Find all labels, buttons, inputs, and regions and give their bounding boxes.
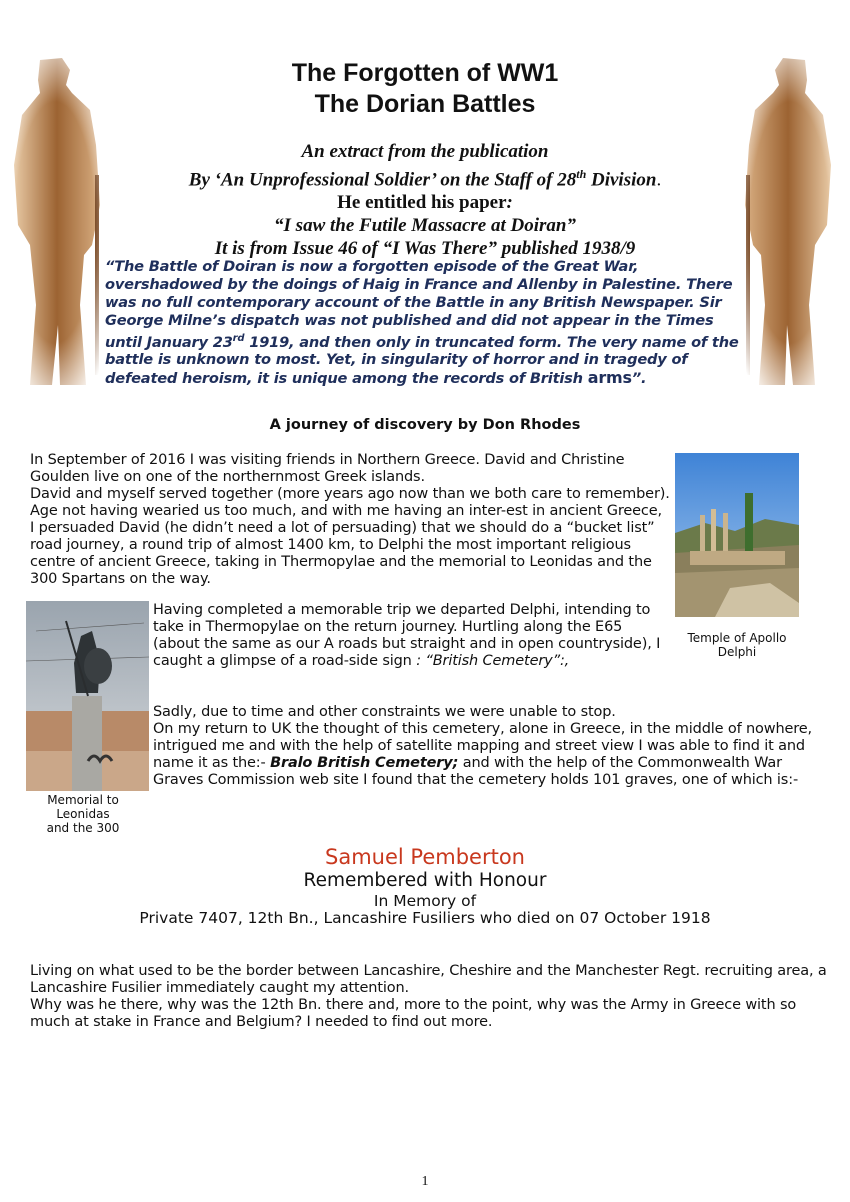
- journey-paragraph: [153, 602, 663, 670]
- intro-sentence-1: In September of 2016 I was visiting friends in Northern Greece. David and Christine Goulden live on one of the northernmost Greek islands.: [30, 452, 625, 485]
- soldier-details: Private 7407, 12th Bn., Lancashire Fusiliers who died on 07 October 1918: [139, 909, 711, 927]
- intro-paragraph: [30, 452, 670, 588]
- cemetery-text-a: On my return to UK the thought of this cemetery, alone in Greece, in the middle of nowhere, intrigued me and with the help of satellite mapping and street view I was able to find it and name it as the:-: [153, 721, 813, 771]
- cemetery-name: Bralo British Cemetery;: [270, 755, 459, 771]
- publication-subtitle: [120, 140, 730, 260]
- quote-part-1: “The Battle of Doiran is now a forgotten episode of the Great War, overshadowed by the doings of Haig in France and Allenby in Palestine. There was no full contemporary account of the Battle in any British Newspaper. Sir George Milne’s dispatch was not published and did not appear in the Times until January 23: [105, 258, 733, 351]
- page-title: [0, 58, 850, 120]
- in-memory-line: In Memory of: [373, 892, 477, 910]
- subtitle-line-2-division: Division: [586, 169, 657, 191]
- closing-paragraph: [30, 963, 830, 1031]
- subtitle-line-2-sup: th: [576, 167, 587, 181]
- subtitle-line-2-end: .: [656, 169, 662, 191]
- subtitle-line-5: It is from Issue 46 of “I Was There” published 1938/9: [214, 238, 636, 260]
- cemetery-text-b: and with the help of the Commonwealth War Graves Commission web site I found that the cemetery holds 101 graves, one of which is:-: [153, 755, 799, 788]
- subtitle-line-3: [120, 191, 730, 214]
- leonidas-caption-line-1: Memorial to: [47, 793, 119, 807]
- leonidas-memorial-photo: [26, 601, 149, 791]
- apollo-caption-line-1: Temple of Apollo: [687, 631, 787, 645]
- journey-text: Having completed a memorable trip we departed Delphi, intending to take in Thermopylae on the return journey. Hurtling along the E65 (about the same as our A roads but straight and in open countryside), I caught a glimpse of a road-side sign: [153, 602, 661, 669]
- soldier-name: Samuel Pemberton: [325, 845, 525, 869]
- title-line-2: The Dorian Battles: [314, 90, 536, 118]
- subtitle-line-1: An extract from the publication: [301, 141, 549, 162]
- battle-quote: [105, 258, 755, 388]
- subtitle-line-3-text: He entitled his paper: [337, 192, 507, 214]
- title-line-1: The Forgotten of WW1: [291, 59, 559, 87]
- subtitle-line-4: “I saw the Futile Massacre at Doiran”: [274, 215, 576, 237]
- cemetery-paragraph: [153, 704, 818, 789]
- quote-sup: rd: [232, 332, 245, 344]
- subtitle-line-3-end: :: [506, 192, 513, 214]
- closing-sentence-2: Why was he there, why was the 12th Bn. there and, more to the point, why was the Army in Greece with so much at stake in France and Belgium? I needed to find out more.: [30, 997, 797, 1030]
- page-number: 1: [421, 1174, 429, 1189]
- closing-sentence-1: Living on what used to be the border between Lancashire, Cheshire and the Manchester Regt. recruiting area, a Lancashire Fusilier immediately caught my attention.: [30, 963, 827, 996]
- intro-sentence-2: David and myself served together (more years ago now than we both care to remember). Age not having wearied us too much, and with me having an inter-est in ancient Greece, I persuaded David (he didn’t need a lot of persuading) that we should do a “bucket list” road journey, a round trip of almost 1400 km, to Delphi the most important religious centre of ancient Greece, taking in Thermopylae and the memorial to Leonidas and the 300 Spartans on the way.: [30, 486, 670, 587]
- temple-of-apollo-photo: [675, 453, 799, 617]
- quote-end: ”.: [631, 370, 647, 388]
- apollo-caption-line-2: Delphi: [717, 645, 757, 659]
- leonidas-caption-line-2: Leonidas: [56, 807, 110, 821]
- cemetery-sentence-2: [153, 721, 818, 789]
- quote-arms: arms: [587, 368, 632, 388]
- subtitle-line-2-text: By ‘An Unprofessional Soldier’ on the Staff of 28: [188, 169, 577, 191]
- remembered-heading: Remembered with Honour: [303, 870, 547, 891]
- quote-part-2: 1919, and then only in truncated form. The very name of the battle is unknown to most. Yet, in singularity of horror and in tragedy of defeated heroism, it is unique among the records of British: [105, 333, 739, 388]
- road-sign-text: : “British Cemetery”:,: [416, 653, 570, 669]
- apollo-caption: [668, 631, 806, 659]
- subtitle-line-2: [120, 163, 730, 191]
- leonidas-caption: [24, 793, 142, 835]
- journey-heading: A journey of discovery by Don Rhodes: [269, 417, 581, 433]
- cemetery-sentence-1: Sadly, due to time and other constraints we were unable to stop.: [153, 704, 616, 720]
- leonidas-caption-line-3: and the 300: [46, 821, 120, 835]
